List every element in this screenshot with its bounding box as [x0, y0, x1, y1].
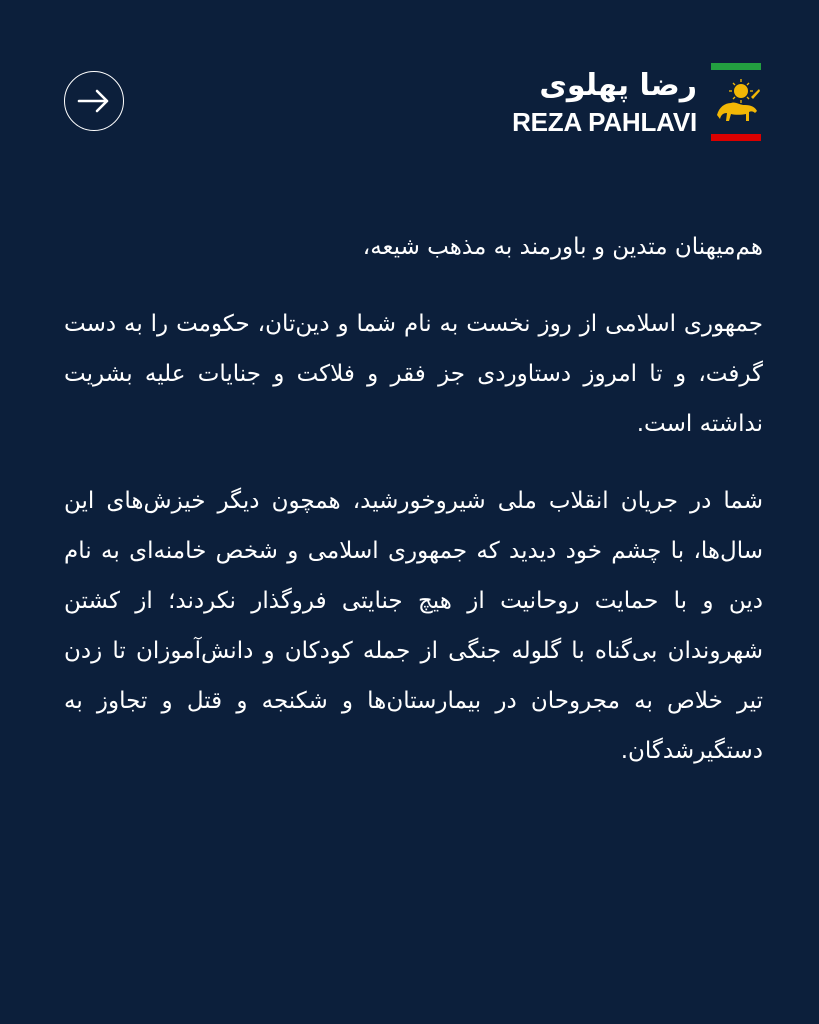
greeting-paragraph: هم‌میهنان متدین و باورمند به مذهب شیعه،: [362, 234, 763, 260]
brand-name-persian: رضا پهلوی: [539, 68, 697, 103]
brand-text: [512, 67, 697, 137]
brand-logo: [512, 62, 761, 142]
statement-body: [64, 222, 763, 803]
lion-and-sun-flag-icon: [711, 63, 761, 141]
paragraph: شما در جریان انقلاب ملی شیروخورشید، همچون دیگر خیزش‌های این سال‌ها، با چشم خود دیدید که جمهوری اسلامی و شخص خامنه‌ای به نام دین و با حمایت روحانیت از هیچ جنایتی فروگذار نکردند؛ از کشتن شهروندان بی‌گناه با گلوله جنگی از جمله کودکان و دانش‌آموزان تا زدن تیر خلاص به مجروحان در بیمارستان‌ها و شکنجه و قتل و تجاوز به دستگیرشدگان.: [64, 488, 763, 764]
arrow-right-icon: [77, 89, 111, 113]
paragraph: جمهوری اسلامی از روز نخست به نام شما و دین‌تان، حکومت را به دست گرفت، و تا امروز دستاوردی جز فقر و فلاکت و جنایات علیه بشریت نداشته است.: [64, 311, 763, 437]
brand-name-english: REZA PAHLAVI: [512, 107, 697, 137]
next-button[interactable]: [64, 71, 124, 131]
